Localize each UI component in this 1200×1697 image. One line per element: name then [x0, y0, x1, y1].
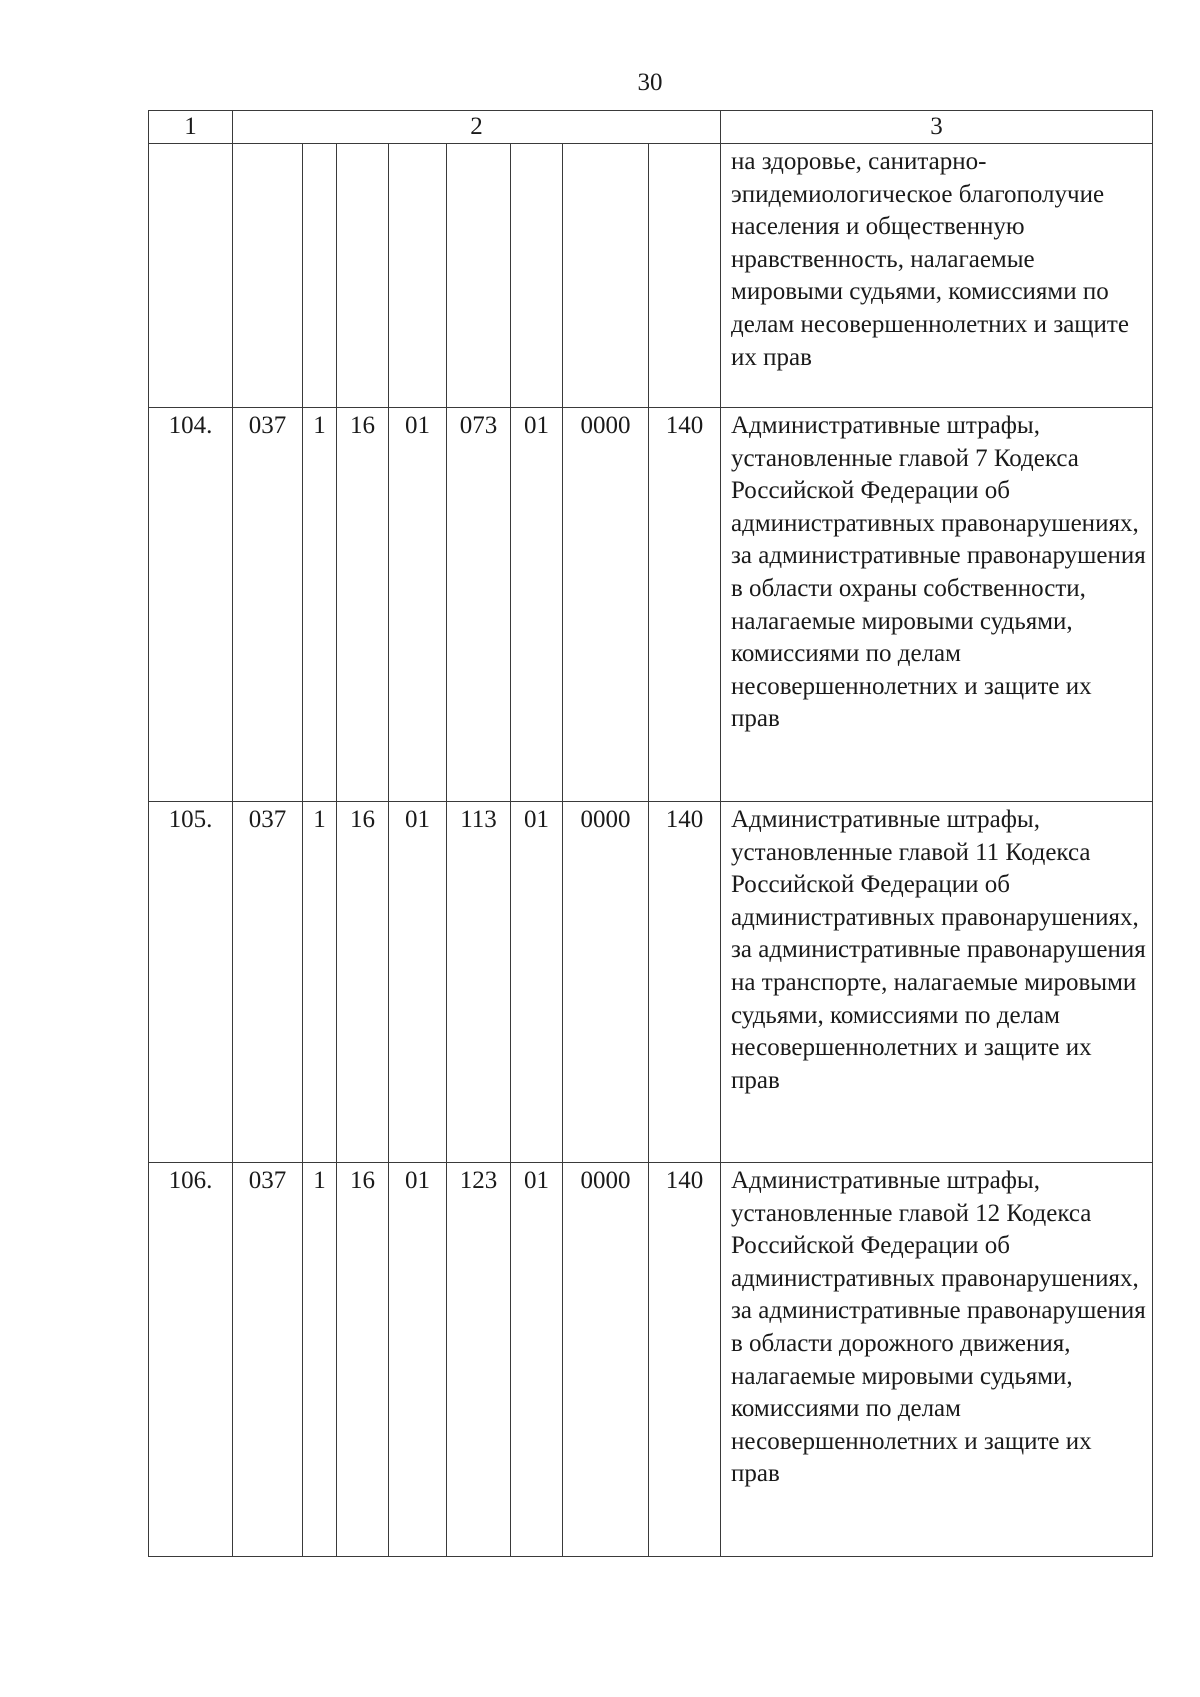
row-number: 106.	[149, 1163, 233, 1557]
code-program: 0000	[563, 802, 649, 1163]
code-subarticle: 123	[447, 1163, 511, 1557]
code-administrator: 037	[233, 408, 303, 802]
code-economic: 140	[649, 408, 721, 802]
budget-classification-table	[148, 110, 1153, 1557]
code-cell	[389, 144, 447, 408]
code-group: 1	[303, 1163, 337, 1557]
code-article: 01	[389, 1163, 447, 1557]
code-economic: 140	[649, 1163, 721, 1557]
table-row-continuation	[149, 144, 1153, 408]
code-cell	[303, 144, 337, 408]
code-cell	[233, 144, 303, 408]
code-subgroup: 16	[337, 802, 389, 1163]
code-element: 01	[511, 408, 563, 802]
description-cell: Административные штрафы, установленные главой 12 Кодекса Российской Федерации об административных правонарушениях, за административные правонарушения в области дорожного движения, налагаемые мировыми судьями, комиссиями по делам несовершеннолетних и защите их прав	[721, 1163, 1153, 1557]
code-cell	[563, 144, 649, 408]
description-cell: Административные штрафы, установленные главой 11 Кодекса Российской Федерации об административных правонарушениях, за административные правонарушения на транспорте, налагаемые мировыми судьями, комиссиями по делам несовершеннолетних и защите их прав	[721, 802, 1153, 1163]
code-cell	[511, 144, 563, 408]
table-row	[149, 408, 1153, 802]
code-subgroup: 16	[337, 1163, 389, 1557]
code-program: 0000	[563, 1163, 649, 1557]
code-cell	[337, 144, 389, 408]
code-element: 01	[511, 802, 563, 1163]
description-cell: Административные штрафы, установленные главой 7 Кодекса Российской Федерации об административных правонарушениях, за административные правонарушения в области охраны собственности, налагаемые мировыми судьями, комиссиями по делам несовершеннолетних и защите их прав	[721, 408, 1153, 802]
code-element: 01	[511, 1163, 563, 1557]
row-number: 104.	[149, 408, 233, 802]
code-cell	[447, 144, 511, 408]
code-economic: 140	[649, 802, 721, 1163]
row-number: 105.	[149, 802, 233, 1163]
code-administrator: 037	[233, 802, 303, 1163]
code-group: 1	[303, 802, 337, 1163]
code-subarticle: 113	[447, 802, 511, 1163]
code-article: 01	[389, 408, 447, 802]
header-col-1: 1	[149, 111, 233, 144]
table-row	[149, 1163, 1153, 1557]
table-header-row	[149, 111, 1153, 144]
header-col-3: 3	[721, 111, 1153, 144]
code-article: 01	[389, 802, 447, 1163]
header-col-2: 2	[233, 111, 721, 144]
code-subgroup: 16	[337, 408, 389, 802]
table-row	[149, 802, 1153, 1163]
code-group: 1	[303, 408, 337, 802]
code-program: 0000	[563, 408, 649, 802]
code-cell	[649, 144, 721, 408]
code-administrator: 037	[233, 1163, 303, 1557]
code-subarticle: 073	[447, 408, 511, 802]
row-number	[149, 144, 233, 408]
page-number: 30	[637, 69, 663, 96]
description-cell: на здоровье, санитарно-эпидемиологическое благополучие населения и общественную нравственность, налагаемые мировыми судьями, комиссиями по делам несовершеннолетних и защите их прав	[721, 144, 1153, 408]
